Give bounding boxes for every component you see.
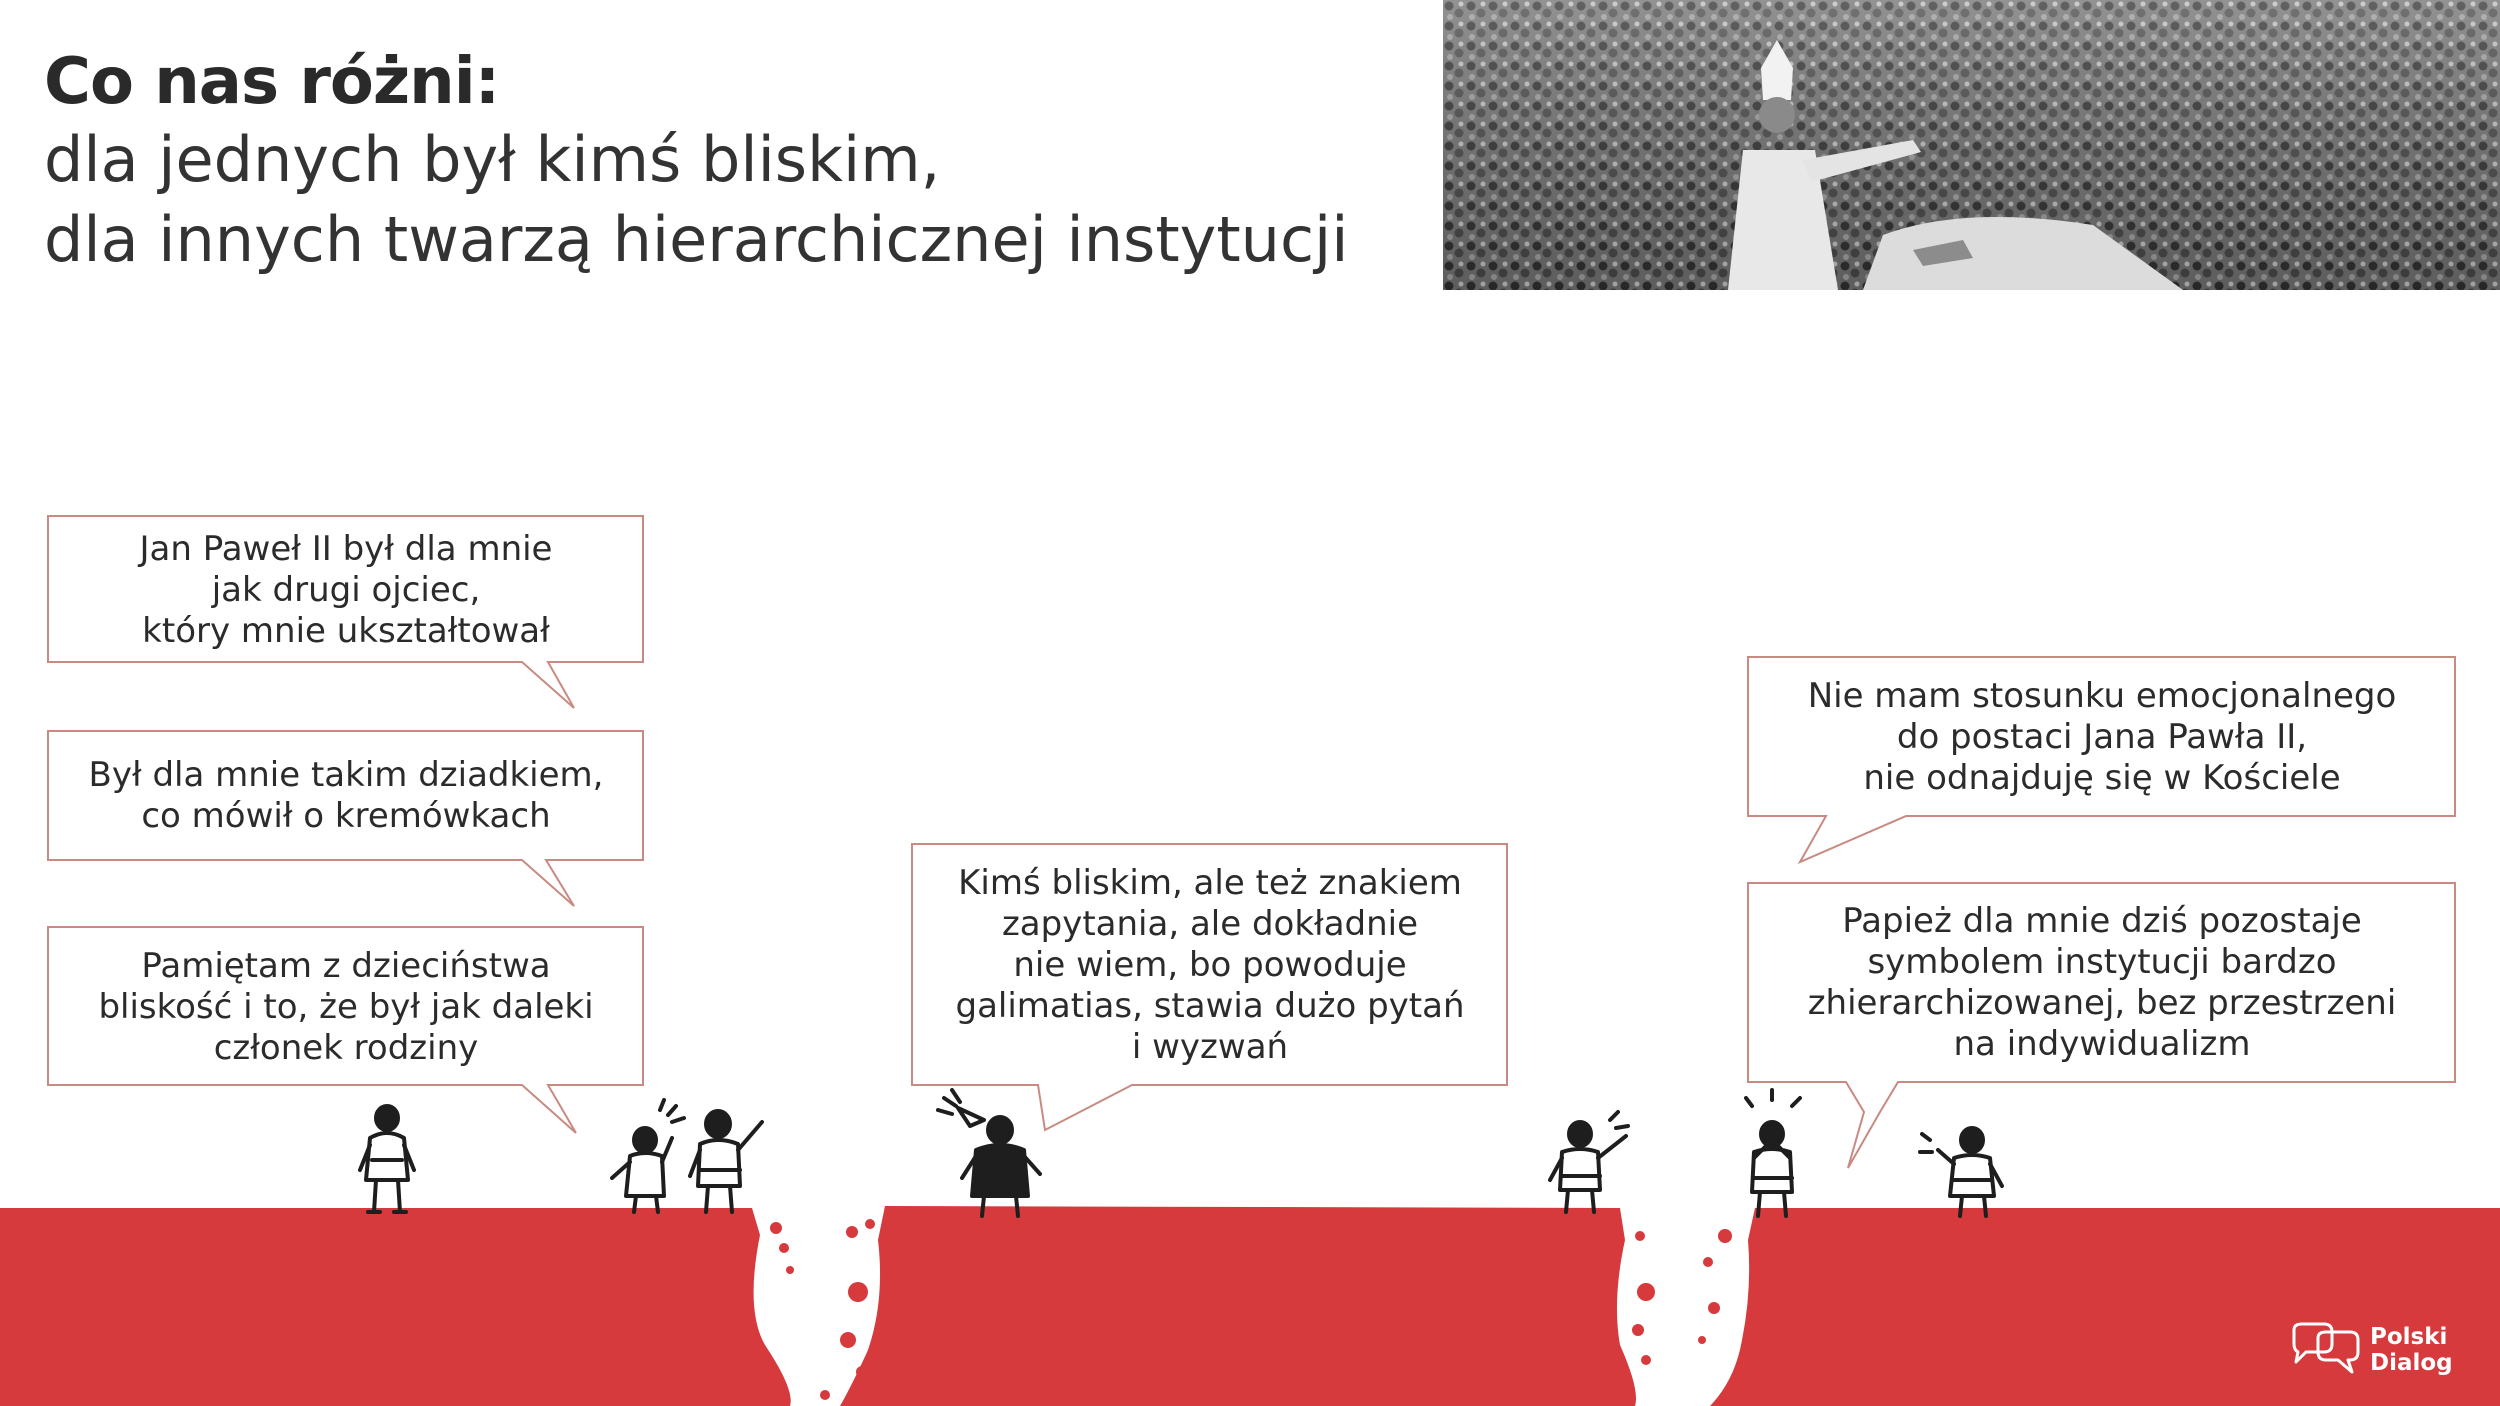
quote-3-line-2: bliskość i to, że był jak daleki: [98, 986, 594, 1027]
quote-4-line-5: i wyzwań: [1131, 1026, 1289, 1067]
quote-5-line-2: do postaci Jana Pawła II,: [1896, 716, 2308, 757]
quote-6: [1752, 887, 2452, 1079]
quote-3: [52, 931, 640, 1083]
quote-4: [916, 848, 1504, 1082]
quote-1-line-2: jak drugi ojciec,: [211, 569, 481, 610]
logo-line-1: Polski: [2370, 1324, 2448, 1350]
speech-bubbles-icon: [2288, 1320, 2364, 1378]
quote-6-line-4: na indywidualizm: [1953, 1024, 2251, 1064]
ground-left: [0, 1208, 791, 1406]
quote-4-line-4: galimatias, stawia dużo pytań: [955, 985, 1465, 1026]
quote-2: [52, 735, 640, 857]
ground-middle: [840, 1206, 1636, 1406]
quote-1-line-3: który mnie ukształtował: [142, 610, 550, 651]
figure-person-2: [612, 1100, 684, 1212]
figure-person-3: [690, 1111, 762, 1212]
quote-2-line-1: Był dla mnie takim dziadkiem,: [88, 755, 604, 795]
quote-4-line-1: Kimś bliskim, ale też znakiem: [958, 862, 1462, 903]
quote-1-line-1: Jan Paweł II był dla mnie: [139, 528, 553, 569]
subtitle-line-1: dla jednych był kimś bliskim,: [44, 123, 941, 196]
quote-3-line-1: Pamiętam z dzieciństwa: [141, 945, 551, 986]
quote-1: [52, 520, 640, 660]
quote-4-line-2: zapytania, ale dokładnie: [1001, 903, 1419, 944]
quote-4-line-3: nie wiem, bo powoduje: [1013, 944, 1407, 985]
polski-dialog-logo: [2288, 1320, 2468, 1380]
figure-person-4: [938, 1090, 1040, 1216]
figure-person-7: [1920, 1128, 2002, 1216]
logo-line-2: Dialog: [2370, 1350, 2453, 1376]
page-title: Co nas różni:: [44, 45, 500, 119]
subtitle-line-2: dla innych twarzą hierarchicznej instytucji: [44, 203, 1349, 276]
quote-6-line-3: zhierarchizowanej, bez przestrzeni: [1807, 983, 2397, 1023]
quote-6-line-2: symbolem instytucji bardzo: [1867, 942, 2337, 982]
quote-5: [1752, 661, 2452, 813]
figure-person-6: [1746, 1090, 1800, 1216]
figure-person-1: [360, 1106, 414, 1212]
quote-2-line-2: co mówił o kremówkach: [141, 796, 551, 836]
quote-5-line-1: Nie mam stosunku emocjonalnego: [1807, 675, 2397, 716]
figure-person-5: [1550, 1112, 1628, 1212]
quote-5-line-3: nie odnajduję się w Kościele: [1863, 757, 2341, 798]
quote-6-line-1: Papież dla mnie dziś pozostaje: [1842, 901, 2362, 941]
quote-3-line-3: członek rodziny: [213, 1027, 479, 1068]
